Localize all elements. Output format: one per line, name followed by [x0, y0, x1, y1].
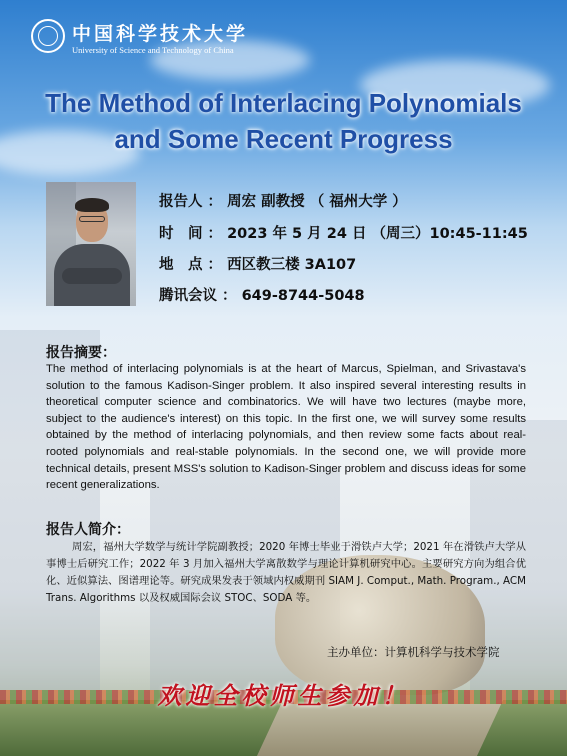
bio-text: 周宏，福州大学数学与统计学院副教授；2020 年博士毕业于滑铁卢大学；2021 年在滑铁卢大学从事博士后研究工作；2022 年 3 月加入福州大学离散数学与理论计算机研究中心。主要研究方向为组合优化、近似算法、图谱理论等。研究成果发表于领域内权威期刊 SIAM J. Comput., Math. Program., ACM Trans. Algorithms 以及权威国际会议 STOC、SODA 等。 — [46, 541, 526, 604]
abstract-heading: 报告摘要： — [46, 345, 116, 361]
abstract-text: The method of interlacing polynomials is at the heart of Marcus, Spielman, and Srivastava's solution to the famous Kadison-Singer problem. It also inspired several interesting results in theoretical computer science and combinatorics. We will have two lectures (maybe more, subject to the audience's interest) on this topic. In the first one, we will survey some results obtained by the method of interlacing polynomials, and then review some facts about real-rooted polynomials and real-stable polynomials. In the second one, we will provide more technical details, present MSS's solution to Kadison-Singer problem and discuss ideas for some recent generalizations. — [46, 363, 526, 492]
university-name-en: University of Science and Technology of China — [72, 45, 234, 55]
university-logo — [31, 19, 249, 59]
talk-title-line2: and Some Recent Progress — [114, 124, 453, 154]
location-line: 地 点 ： 西区教三楼 3A107 — [159, 257, 357, 273]
university-seal-icon — [31, 19, 65, 53]
bio-heading: 报告人简介： — [46, 522, 130, 538]
university-name-cn: 中国科学技术大学 — [72, 23, 249, 45]
meeting-line: 腾讯会议 ： 649-8744-5048 — [159, 288, 365, 304]
organizer: 主办单位：计算机科学与技术学院 — [327, 645, 500, 659]
speaker-line: 报告人 ： 周宏 副教授 （ 福州大学 ） — [159, 194, 407, 210]
talk-title-line1: The Method of Interlacing Polynomials — [45, 88, 522, 118]
time-line: 时 间 ： 2023 年 5 月 24 日 （周三）10:45-11:45 — [159, 226, 528, 242]
welcome-banner: 欢迎全校师生参加！ — [157, 681, 410, 710]
speaker-photo — [46, 182, 136, 306]
